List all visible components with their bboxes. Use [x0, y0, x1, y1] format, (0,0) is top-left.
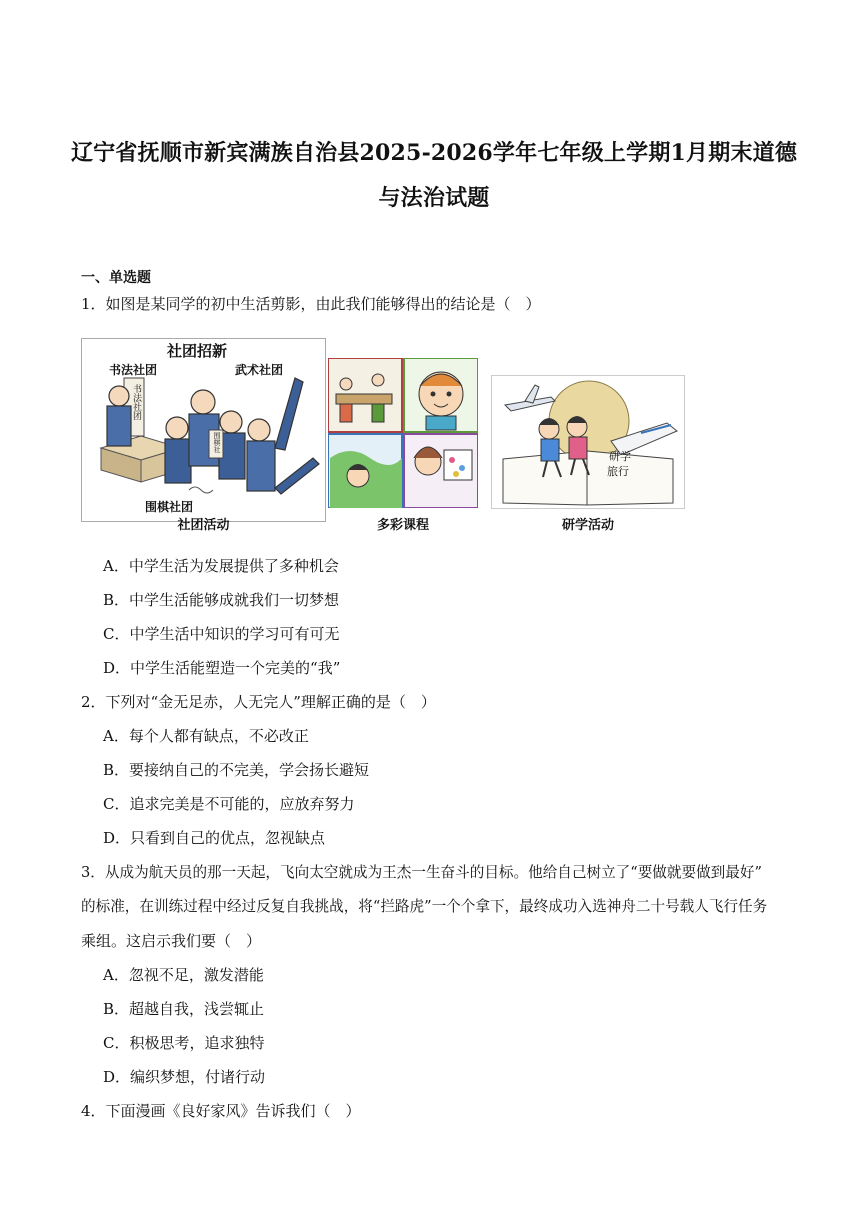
go-board-text: 围棋社: [213, 432, 221, 453]
question-3-stem-line2: 的标准，在训练过程中经过反复自我挑战，将“拦路虎”一个个拿下，最终成功入选神舟二十号载人飞行任务: [81, 898, 768, 915]
question-3-stem-line1: 3．从成为航天员的那一天起，飞向太空就成为王杰一生奋斗的目标。他给自己树立了“要做就要做到最好”: [81, 864, 762, 881]
caption-club-activities: 社团活动: [177, 518, 230, 533]
study-travel-book-text-2: 旅行: [607, 465, 629, 478]
question-1-stem: 1．如图是某同学的初中生活剪影，由此我们能够得出的结论是（ ）: [81, 295, 541, 313]
caption-colorful-courses: 多彩课程: [376, 518, 429, 533]
question-1-option-b: B．中学生活能够成就我们一切梦想: [103, 591, 340, 609]
question-2-option-d: D．只看到自己的优点，忽视缺点: [103, 829, 326, 847]
martial-arts-club-label: 武术社团: [235, 363, 284, 377]
question-3-stem-line3: 乘组。这启示我们要（ ）: [81, 932, 262, 950]
question-1-option-c: C．中学生活中知识的学习可有可无: [103, 625, 340, 643]
question-3-option-a: A．忽视不足，激发潜能: [103, 966, 264, 984]
document-title-line2: 与法治试题: [378, 185, 490, 211]
study-travel-illustration: [491, 375, 685, 509]
calligraphy-club-label: 书法社团: [109, 363, 158, 377]
club-recruit-banner: 社团招新: [167, 342, 228, 360]
question-2-option-c: C．追求完美是不可能的，应放弃努力: [103, 795, 355, 813]
question-2-stem: 2．下列对“金无足赤，人无完人”理解正确的是（ ）: [81, 693, 436, 711]
question-2-option-a: A．每个人都有缺点，不必改正: [103, 727, 309, 745]
question-3-option-c: C．积极思考，追求独特: [103, 1034, 265, 1052]
caption-study-travel: 研学活动: [561, 518, 614, 533]
question-3-option-d: D．编织梦想，付诸行动: [103, 1068, 266, 1086]
question-2-option-b: B．要接纳自己的不完美，学会扬长避短: [103, 761, 370, 779]
study-travel-book-text-1: 研学: [609, 450, 631, 463]
figure-colorful-courses: [328, 358, 478, 508]
figure-club-activities: [81, 338, 326, 522]
go-club-label: 围棋社团: [145, 500, 194, 514]
question-1-option-a: A．中学生活为发展提供了多种机会: [103, 557, 339, 575]
question-4-stem: 4．下面漫画《良好家风》告诉我们（ ）: [81, 1102, 361, 1120]
question-1-option-d: D．中学生活能塑造一个完美的“我”: [103, 659, 341, 677]
figure-study-travel: [491, 375, 685, 509]
document-title-line1: 辽宁省抚顺市新宾满族自治县2025-2026学年七年级上学期1月期末道德: [70, 140, 798, 166]
question-3-option-b: B．超越自我，浅尝辄止: [103, 1000, 265, 1018]
scroll-text: 书法社团: [131, 384, 141, 420]
section-heading: 一、单选题: [81, 270, 151, 286]
colorful-courses-illustration: [328, 358, 478, 508]
